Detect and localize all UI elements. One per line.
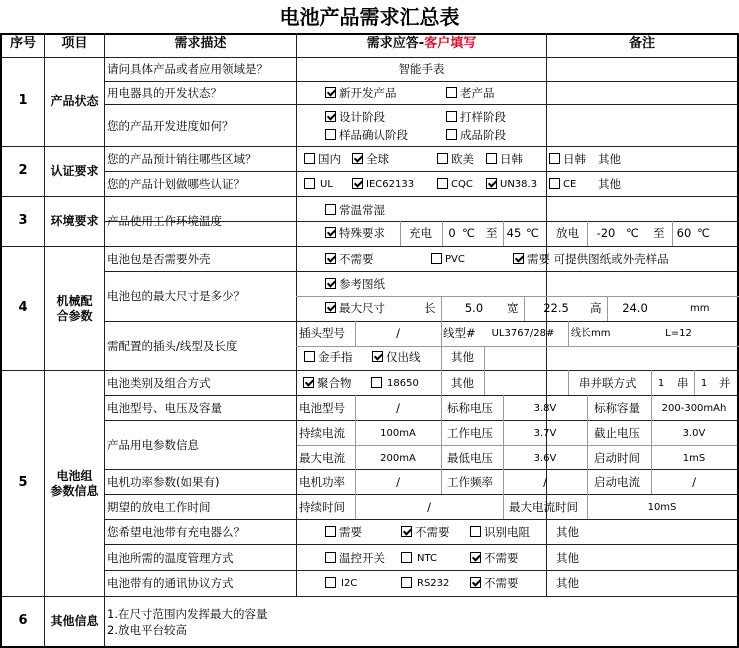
checkbox-ref-drawing[interactable] bbox=[325, 278, 336, 289]
grid-line bbox=[568, 321, 569, 346]
label-polymer: 聚合物 bbox=[317, 376, 352, 390]
label-i2c: I2C bbox=[341, 578, 358, 589]
grid-line bbox=[104, 519, 739, 520]
grid-line bbox=[484, 346, 485, 370]
grid-line bbox=[104, 81, 739, 82]
grid-line bbox=[104, 469, 739, 470]
checkbox-final-stage[interactable] bbox=[446, 129, 457, 140]
grid-line bbox=[104, 544, 739, 545]
grid-line bbox=[104, 570, 739, 571]
page-title: 电池产品需求汇总表 bbox=[279, 5, 460, 29]
label-wire-type: 线型# bbox=[443, 326, 476, 340]
section-4-title-2: 合参数 bbox=[56, 309, 93, 323]
label-un383: UN38.3 bbox=[500, 179, 538, 190]
section-5-title-1: 电池组 bbox=[56, 469, 93, 483]
grid-line bbox=[104, 33, 105, 647]
series-count[interactable]: 1 bbox=[657, 378, 665, 389]
discharge-max-value[interactable]: 60 bbox=[676, 226, 692, 240]
label-min-voltage: 最低电压 bbox=[447, 451, 493, 465]
wire-length-value[interactable]: L=12 bbox=[665, 328, 692, 339]
checkbox-eu-us[interactable] bbox=[437, 153, 448, 164]
s5-question-3: 产品用电参数信息 bbox=[107, 438, 199, 452]
parallel-count[interactable]: 1 bbox=[700, 378, 708, 389]
checkbox-comms-no[interactable] bbox=[470, 577, 481, 588]
s4-question-1: 电池包是否需要外壳 bbox=[107, 252, 211, 266]
grid-line bbox=[0, 33, 2, 647]
checkbox-no-case[interactable] bbox=[325, 253, 336, 264]
label-temp-no: 不需要 bbox=[484, 551, 519, 565]
label-jp-kr-2: 日韩 bbox=[563, 152, 586, 166]
grid-line bbox=[0, 146, 739, 147]
label-to-2: 至 bbox=[653, 226, 665, 240]
section-3-num: 3 bbox=[18, 213, 28, 228]
s1-question-1: 请问具体产品或者应用领域是？ bbox=[107, 62, 268, 76]
label-to-1: 至 bbox=[486, 226, 498, 240]
label-design-stage: 设计阶段 bbox=[339, 110, 385, 124]
label-charger-other: 其他 bbox=[556, 525, 579, 539]
label-connector-other: 其他 bbox=[451, 350, 474, 364]
checkbox-18650[interactable] bbox=[371, 377, 382, 388]
motor-power-value[interactable]: / bbox=[396, 475, 400, 489]
label-cert-other: 其他 bbox=[598, 177, 621, 191]
grid-line bbox=[484, 370, 485, 395]
section-4-title-1: 机械配 bbox=[56, 294, 93, 308]
checkbox-polymer[interactable] bbox=[303, 377, 314, 388]
unit-celsius-2: ℃ bbox=[526, 226, 539, 240]
grid-line bbox=[441, 395, 442, 494]
unit-celsius-1: ℃ bbox=[462, 226, 475, 240]
header-note: 备注 bbox=[628, 36, 655, 51]
label-charger-need: 需要 bbox=[339, 525, 362, 539]
unit-mm: mm bbox=[690, 303, 710, 314]
label-continuous-current: 持续电流 bbox=[299, 426, 345, 440]
section-1-title: 产品状态 bbox=[50, 94, 99, 108]
label-series-parallel: 串并联方式 bbox=[579, 376, 637, 390]
checkbox-global[interactable] bbox=[352, 153, 363, 164]
grid-line bbox=[104, 104, 739, 105]
label-nominal-capacity: 标称容量 bbox=[594, 401, 640, 415]
width-value[interactable]: 22.5 bbox=[543, 301, 569, 315]
label-plug-model: 插头型号 bbox=[299, 326, 345, 340]
nominal-capacity-value[interactable]: 200-300mAh bbox=[661, 403, 727, 414]
checkbox-un383[interactable] bbox=[486, 178, 497, 189]
checkbox-wire-only[interactable] bbox=[372, 351, 383, 362]
checkbox-charger-need[interactable] bbox=[325, 526, 336, 537]
label-discharge: 放电 bbox=[556, 226, 579, 240]
grid-line bbox=[441, 321, 442, 346]
label-duration: 持续时间 bbox=[299, 500, 345, 514]
label-work-frequency: 工作频率 bbox=[447, 475, 493, 489]
label-working-voltage: 工作电压 bbox=[447, 426, 493, 440]
label-nominal-voltage: 标称电压 bbox=[447, 401, 493, 415]
working-voltage-value[interactable]: 3.7V bbox=[533, 428, 557, 439]
checkbox-old-product[interactable] bbox=[446, 87, 457, 98]
other-info-line-2: 2.放电平台较高 bbox=[107, 623, 187, 637]
grid-line bbox=[0, 33, 739, 35]
label-startup-time: 启动时间 bbox=[594, 451, 640, 465]
label-comms-no: 不需要 bbox=[484, 576, 519, 590]
grid-line bbox=[296, 296, 739, 297]
unit-parallel: 并 bbox=[719, 376, 731, 390]
label-max-current-time: 最大电流时间 bbox=[509, 500, 578, 514]
s5-question-6: 您希望电池带有充电器么？ bbox=[107, 525, 245, 539]
label-new-dev: 新开发产品 bbox=[339, 86, 397, 100]
grid-line bbox=[104, 494, 739, 495]
label-cqc: CQC bbox=[451, 179, 473, 190]
label-18650: 18650 bbox=[387, 378, 419, 389]
grid-line bbox=[104, 321, 739, 322]
label-gold-finger: 金手指 bbox=[318, 350, 353, 364]
label-final-stage: 成品阶段 bbox=[460, 128, 506, 142]
label-normal-temp: 常温常湿 bbox=[339, 203, 385, 217]
s5-question-5: 期望的放电工作时间 bbox=[107, 500, 211, 514]
unit-celsius-4: ℃ bbox=[697, 226, 710, 240]
header-answer-red: 客户填写 bbox=[424, 36, 477, 51]
startup-time-value[interactable]: 1mS bbox=[682, 453, 706, 464]
checkbox-domestic[interactable] bbox=[304, 153, 315, 164]
label-height: 高 bbox=[590, 301, 602, 315]
checkbox-proof-stage[interactable] bbox=[446, 111, 457, 122]
label-ce: CE bbox=[563, 179, 577, 190]
checkbox-jp-kr-2[interactable] bbox=[549, 153, 560, 164]
grid-line bbox=[104, 171, 739, 172]
nominal-voltage-value[interactable]: 3.8V bbox=[533, 403, 557, 414]
cell-model-value[interactable]: / bbox=[396, 401, 400, 415]
header-seq: 序号 bbox=[9, 36, 36, 51]
checkbox-need-case[interactable] bbox=[513, 253, 524, 264]
label-need-case: 需要 可提供图纸或外壳样品 bbox=[527, 252, 669, 266]
label-charger-no: 不需要 bbox=[415, 525, 450, 539]
height-value[interactable]: 24.0 bbox=[622, 301, 648, 315]
label-cell-other: 其他 bbox=[451, 376, 474, 390]
max-current-value[interactable]: 200mA bbox=[380, 453, 416, 464]
grid-line bbox=[296, 346, 739, 347]
checkbox-ul[interactable] bbox=[304, 178, 315, 189]
label-max-current: 最大电流 bbox=[299, 451, 345, 465]
section-1-num: 1 bbox=[18, 93, 28, 108]
checkbox-pvc[interactable] bbox=[431, 253, 442, 264]
section-6-num: 6 bbox=[18, 613, 28, 628]
grid-line bbox=[104, 420, 739, 421]
checkbox-design-stage[interactable] bbox=[325, 111, 336, 122]
label-cell-model: 电池型号 bbox=[299, 401, 345, 415]
grid-line bbox=[0, 596, 739, 597]
label-proof-stage: 打样阶段 bbox=[460, 110, 506, 124]
label-old-product: 老产品 bbox=[460, 86, 495, 100]
label-pvc: PVC bbox=[445, 254, 465, 265]
grid-line bbox=[44, 33, 45, 647]
label-max-size: 最大尺寸 bbox=[339, 301, 385, 315]
label-id-resistor: 识别电阻 bbox=[484, 525, 530, 539]
charge-min-value[interactable]: 0 bbox=[448, 226, 456, 240]
label-rs232: RS232 bbox=[417, 578, 450, 589]
checkbox-gold-finger[interactable] bbox=[304, 351, 315, 362]
label-ul: UL bbox=[320, 179, 333, 190]
label-sample-stage: 样品确认阶段 bbox=[339, 128, 408, 142]
checkbox-normal-temp[interactable] bbox=[325, 204, 336, 215]
checkbox-iec62133[interactable] bbox=[352, 178, 363, 189]
duration-value[interactable]: / bbox=[427, 500, 431, 514]
min-voltage-value[interactable]: 3.6V bbox=[533, 453, 557, 464]
checkbox-max-size[interactable] bbox=[325, 302, 336, 313]
continuous-current-value[interactable]: 100mA bbox=[380, 428, 416, 439]
label-wire-length: 线长mm bbox=[571, 328, 611, 339]
header-desc: 需求描述 bbox=[174, 36, 227, 51]
label-temp-other: 其他 bbox=[556, 551, 579, 565]
label-region-other: 其他 bbox=[598, 152, 621, 166]
label-wire-only: 仅出线 bbox=[386, 350, 421, 364]
cutoff-voltage-value[interactable]: 3.0V bbox=[682, 428, 706, 439]
s2-question-1: 您的产品预计销往哪些区域？ bbox=[107, 152, 257, 166]
unit-series: 串 bbox=[677, 376, 689, 390]
grid-line bbox=[0, 196, 739, 197]
checkbox-temp-no[interactable] bbox=[470, 552, 481, 563]
section-2-num: 2 bbox=[18, 163, 28, 178]
header-item: 项目 bbox=[61, 36, 88, 51]
s1-question-2: 用电器具的开发状态？ bbox=[107, 86, 222, 100]
label-iec62133: IEC62133 bbox=[366, 179, 415, 190]
checkbox-temp-switch[interactable] bbox=[325, 552, 336, 563]
label-length: 长 bbox=[424, 301, 436, 315]
checkbox-special-req[interactable] bbox=[325, 227, 336, 238]
s4-question-3: 需配置的插头/线型及长度 bbox=[107, 339, 238, 353]
label-no-case: 不需要 bbox=[339, 252, 374, 266]
label-ntc: NTC bbox=[417, 553, 437, 564]
checkbox-new-dev[interactable] bbox=[325, 87, 336, 98]
grid-line bbox=[0, 370, 739, 371]
label-global: 全球 bbox=[366, 152, 389, 166]
s5-question-7: 电池所需的温度管理方式 bbox=[107, 551, 234, 565]
checkbox-sample-stage[interactable] bbox=[325, 129, 336, 140]
max-current-time-value[interactable]: 10mS bbox=[647, 502, 677, 513]
section-2-title: 认证要求 bbox=[50, 164, 99, 178]
charge-max-value[interactable]: 45 bbox=[506, 226, 522, 240]
section-5-num: 5 bbox=[18, 475, 28, 490]
s2-question-2: 您的产品计划做哪些认证？ bbox=[107, 177, 245, 191]
grid-line bbox=[104, 395, 739, 396]
s1-answer-1[interactable]: 智能手表 bbox=[398, 62, 445, 76]
other-info-line-1: 1.在尺寸范围内发挥最大的容量 bbox=[107, 607, 268, 621]
grid-line bbox=[0, 246, 739, 247]
discharge-min-value[interactable]: -20 bbox=[596, 226, 616, 240]
header-answer-prefix: 需求应答- bbox=[366, 36, 425, 51]
label-special-req: 特殊要求 bbox=[339, 226, 385, 240]
grid-line bbox=[296, 33, 297, 596]
length-value[interactable]: 5.0 bbox=[464, 301, 484, 315]
checkbox-cqc[interactable] bbox=[437, 178, 448, 189]
grid-line bbox=[441, 370, 442, 395]
wire-type-value[interactable]: UL3767/28# bbox=[491, 328, 555, 339]
checkbox-charger-no[interactable] bbox=[401, 526, 412, 537]
grid-line bbox=[0, 57, 739, 58]
checkbox-i2c[interactable] bbox=[325, 577, 336, 588]
label-eu-us: 欧美 bbox=[451, 152, 474, 166]
grid-line bbox=[400, 221, 401, 246]
checkbox-ce[interactable] bbox=[549, 178, 560, 189]
checkbox-jp-kr[interactable] bbox=[486, 153, 497, 164]
label-motor-power: 电机功率 bbox=[299, 475, 345, 489]
s5-question-2: 电池型号、电压及容量 bbox=[107, 401, 222, 415]
s3-question-1: 产品使用工作环境温度 bbox=[107, 214, 222, 228]
section-5-title-2: 参数信息 bbox=[50, 484, 99, 498]
section-3-title: 环境要求 bbox=[50, 214, 99, 228]
label-domestic: 国内 bbox=[318, 152, 341, 166]
grid-line bbox=[104, 271, 739, 272]
label-ref-drawing: 参考图纸 bbox=[339, 277, 385, 291]
checkbox-rs232[interactable] bbox=[401, 577, 412, 588]
grid-line bbox=[441, 346, 442, 370]
grid-line bbox=[296, 445, 739, 446]
label-startup-current: 启动电流 bbox=[594, 475, 640, 489]
label-temp-switch: 温控开关 bbox=[339, 551, 385, 565]
label-charge: 充电 bbox=[409, 226, 432, 240]
plug-model-value[interactable]: / bbox=[396, 326, 400, 340]
label-comms-other: 其他 bbox=[556, 576, 579, 590]
s5-question-1: 电池类别及组合方式 bbox=[107, 376, 211, 390]
s5-question-8: 电池带有的通讯协议方式 bbox=[107, 576, 234, 590]
checkbox-id-resistor[interactable] bbox=[470, 526, 481, 537]
section-4-num: 4 bbox=[18, 300, 28, 315]
s1-question-3: 您的产品开发进度如何？ bbox=[107, 119, 234, 133]
grid-line bbox=[568, 370, 569, 395]
startup-current-value[interactable]: / bbox=[692, 475, 696, 489]
checkbox-ntc[interactable] bbox=[401, 552, 412, 563]
s5-question-4: 电机功率参数(如果有) bbox=[107, 475, 220, 489]
section-6-title: 其他信息 bbox=[50, 614, 99, 628]
header-answer bbox=[297, 37, 546, 51]
label-width: 宽 bbox=[507, 301, 519, 315]
work-frequency-value[interactable]: / bbox=[543, 475, 547, 489]
s4-question-2: 电池包的最大尺寸是多少？ bbox=[107, 289, 245, 303]
label-jp-kr: 日韩 bbox=[500, 152, 523, 166]
label-cutoff-voltage: 截止电压 bbox=[594, 426, 640, 440]
unit-celsius-3: ℃ bbox=[626, 226, 639, 240]
